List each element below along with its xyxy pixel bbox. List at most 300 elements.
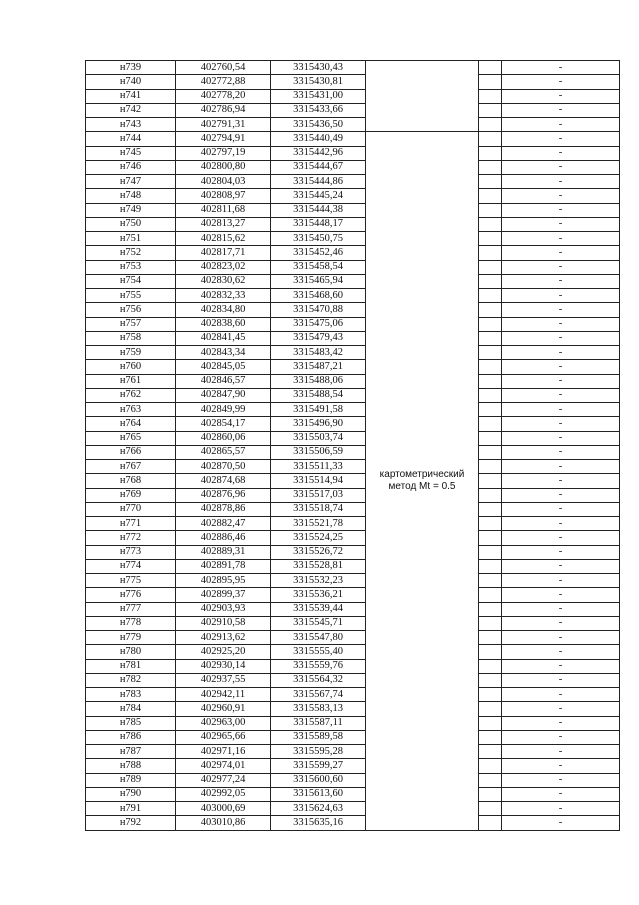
accuracy-cell — [479, 559, 502, 573]
accuracy-cell — [479, 417, 502, 431]
table-row — [86, 246, 620, 260]
accuracy-cell — [479, 802, 502, 816]
point-name-cell: н791 — [86, 802, 176, 816]
description-cell: - — [502, 289, 620, 303]
point-name-cell: н740 — [86, 75, 176, 89]
accuracy-cell — [479, 631, 502, 645]
x-coordinate-cell: 402910,58 — [176, 616, 271, 630]
x-coordinate-cell: 402860,06 — [176, 431, 271, 445]
point-name-cell: н758 — [86, 331, 176, 345]
y-coordinate-cell: 3315444,86 — [271, 175, 366, 189]
description-cell: - — [502, 260, 620, 274]
accuracy-cell — [479, 61, 502, 75]
accuracy-cell — [479, 688, 502, 702]
description-cell: - — [502, 417, 620, 431]
table-row — [86, 431, 620, 445]
accuracy-cell — [479, 502, 502, 516]
table-row — [86, 460, 620, 474]
description-cell: - — [502, 702, 620, 716]
y-coordinate-cell: 3315465,94 — [271, 274, 366, 288]
table-row — [86, 730, 620, 744]
y-coordinate-cell: 3315514,94 — [271, 474, 366, 488]
description-cell: - — [502, 132, 620, 146]
table-row — [86, 773, 620, 787]
y-coordinate-cell: 3315496,90 — [271, 417, 366, 431]
point-name-cell: н756 — [86, 303, 176, 317]
x-coordinate-cell: 402992,05 — [176, 787, 271, 801]
table-row — [86, 146, 620, 160]
y-coordinate-cell: 3315430,43 — [271, 61, 366, 75]
table-row — [86, 716, 620, 730]
description-cell: - — [502, 189, 620, 203]
accuracy-cell — [479, 118, 502, 132]
table-row — [86, 417, 620, 431]
x-coordinate-cell: 402899,37 — [176, 588, 271, 602]
table-row — [86, 631, 620, 645]
description-cell: - — [502, 431, 620, 445]
description-cell: - — [502, 517, 620, 531]
description-cell: - — [502, 673, 620, 687]
table-row — [86, 802, 620, 816]
description-cell: - — [502, 659, 620, 673]
x-coordinate-cell: 402794,91 — [176, 132, 271, 146]
table-row — [86, 61, 620, 75]
accuracy-cell — [479, 445, 502, 459]
table-row — [86, 75, 620, 89]
point-name-cell: н749 — [86, 203, 176, 217]
y-coordinate-cell: 3315613,60 — [271, 787, 366, 801]
point-name-cell: н778 — [86, 616, 176, 630]
point-name-cell: н743 — [86, 118, 176, 132]
accuracy-cell — [479, 716, 502, 730]
table-row — [86, 118, 620, 132]
table-row — [86, 502, 620, 516]
x-coordinate-cell: 402845,05 — [176, 360, 271, 374]
accuracy-cell — [479, 702, 502, 716]
y-coordinate-cell: 3315506,59 — [271, 445, 366, 459]
y-coordinate-cell: 3315547,80 — [271, 631, 366, 645]
table-row — [86, 445, 620, 459]
table-row — [86, 745, 620, 759]
accuracy-cell — [479, 545, 502, 559]
description-cell: - — [502, 445, 620, 459]
description-cell: - — [502, 588, 620, 602]
table-row — [86, 688, 620, 702]
point-name-cell: н792 — [86, 816, 176, 830]
x-coordinate-cell: 402937,55 — [176, 673, 271, 687]
x-coordinate-cell: 402830,62 — [176, 274, 271, 288]
accuracy-cell — [479, 146, 502, 160]
description-cell: - — [502, 645, 620, 659]
accuracy-cell — [479, 787, 502, 801]
y-coordinate-cell: 3315488,54 — [271, 388, 366, 402]
point-name-cell: н771 — [86, 517, 176, 531]
description-cell: - — [502, 773, 620, 787]
table-row — [86, 232, 620, 246]
point-name-cell: н781 — [86, 659, 176, 673]
description-cell: - — [502, 403, 620, 417]
point-name-cell: н783 — [86, 688, 176, 702]
y-coordinate-cell: 3315555,40 — [271, 645, 366, 659]
point-name-cell: н739 — [86, 61, 176, 75]
point-name-cell: н784 — [86, 702, 176, 716]
accuracy-cell — [479, 260, 502, 274]
accuracy-cell — [479, 303, 502, 317]
description-cell: - — [502, 559, 620, 573]
point-name-cell: н757 — [86, 317, 176, 331]
x-coordinate-cell: 402886,46 — [176, 531, 271, 545]
description-cell: - — [502, 745, 620, 759]
table-row — [86, 203, 620, 217]
point-name-cell: н750 — [86, 217, 176, 231]
description-cell: - — [502, 802, 620, 816]
point-name-cell: н746 — [86, 160, 176, 174]
y-coordinate-cell: 3315517,03 — [271, 488, 366, 502]
y-coordinate-cell: 3315511,33 — [271, 460, 366, 474]
description-cell: - — [502, 816, 620, 830]
accuracy-cell — [479, 203, 502, 217]
x-coordinate-cell: 402847,90 — [176, 388, 271, 402]
x-coordinate-cell: 402971,16 — [176, 745, 271, 759]
x-coordinate-cell: 402960,91 — [176, 702, 271, 716]
table-row — [86, 175, 620, 189]
y-coordinate-cell: 3315431,00 — [271, 89, 366, 103]
y-coordinate-cell: 3315518,74 — [271, 502, 366, 516]
description-cell: - — [502, 217, 620, 231]
table-row — [86, 787, 620, 801]
x-coordinate-cell: 402903,93 — [176, 602, 271, 616]
description-cell: - — [502, 61, 620, 75]
description-cell: - — [502, 759, 620, 773]
y-coordinate-cell: 3315624,63 — [271, 802, 366, 816]
point-name-cell: н788 — [86, 759, 176, 773]
y-coordinate-cell: 3315521,78 — [271, 517, 366, 531]
description-cell: - — [502, 246, 620, 260]
x-coordinate-cell: 402876,96 — [176, 488, 271, 502]
x-coordinate-cell: 402772,88 — [176, 75, 271, 89]
point-name-cell: н754 — [86, 274, 176, 288]
y-coordinate-cell: 3315475,06 — [271, 317, 366, 331]
point-name-cell: н752 — [86, 246, 176, 260]
description-cell: - — [502, 274, 620, 288]
description-cell: - — [502, 346, 620, 360]
point-name-cell: н770 — [86, 502, 176, 516]
x-coordinate-cell: 402841,45 — [176, 331, 271, 345]
x-coordinate-cell: 402870,50 — [176, 460, 271, 474]
x-coordinate-cell: 402974,01 — [176, 759, 271, 773]
y-coordinate-cell: 3315442,96 — [271, 146, 366, 160]
description-cell: - — [502, 502, 620, 516]
table-row — [86, 659, 620, 673]
y-coordinate-cell: 3315448,17 — [271, 217, 366, 231]
x-coordinate-cell: 402813,27 — [176, 217, 271, 231]
y-coordinate-cell: 3315564,32 — [271, 673, 366, 687]
description-cell: - — [502, 631, 620, 645]
x-coordinate-cell: 402815,62 — [176, 232, 271, 246]
table-row — [86, 602, 620, 616]
y-coordinate-cell: 3315436,50 — [271, 118, 366, 132]
coordinates-table — [85, 60, 620, 831]
point-name-cell: н776 — [86, 588, 176, 602]
x-coordinate-cell: 402808,97 — [176, 189, 271, 203]
accuracy-cell — [479, 816, 502, 830]
description-cell: - — [502, 103, 620, 117]
point-name-cell: н759 — [86, 346, 176, 360]
y-coordinate-cell: 3315545,71 — [271, 616, 366, 630]
x-coordinate-cell: 403010,86 — [176, 816, 271, 830]
accuracy-cell — [479, 431, 502, 445]
table-row — [86, 517, 620, 531]
point-name-cell: н773 — [86, 545, 176, 559]
table-row — [86, 702, 620, 716]
x-coordinate-cell: 402811,68 — [176, 203, 271, 217]
x-coordinate-cell: 402895,95 — [176, 574, 271, 588]
description-cell: - — [502, 175, 620, 189]
description-cell: - — [502, 488, 620, 502]
accuracy-cell — [479, 588, 502, 602]
point-name-cell: н786 — [86, 730, 176, 744]
point-name-cell: н748 — [86, 189, 176, 203]
x-coordinate-cell: 402838,60 — [176, 317, 271, 331]
x-coordinate-cell: 402913,62 — [176, 631, 271, 645]
x-coordinate-cell: 402800,80 — [176, 160, 271, 174]
x-coordinate-cell: 402797,19 — [176, 146, 271, 160]
accuracy-cell — [479, 574, 502, 588]
y-coordinate-cell: 3315528,81 — [271, 559, 366, 573]
accuracy-cell — [479, 89, 502, 103]
accuracy-cell — [479, 132, 502, 146]
description-cell: - — [502, 118, 620, 132]
point-name-cell: н766 — [86, 445, 176, 459]
point-name-cell: н753 — [86, 260, 176, 274]
y-coordinate-cell: 3315532,23 — [271, 574, 366, 588]
x-coordinate-cell: 402786,94 — [176, 103, 271, 117]
x-coordinate-cell: 402778,20 — [176, 89, 271, 103]
point-name-cell: н772 — [86, 531, 176, 545]
accuracy-cell — [479, 673, 502, 687]
table-row — [86, 160, 620, 174]
y-coordinate-cell: 3315488,06 — [271, 374, 366, 388]
point-name-cell: н782 — [86, 673, 176, 687]
point-name-cell: н763 — [86, 403, 176, 417]
point-name-cell: н742 — [86, 103, 176, 117]
description-cell: - — [502, 331, 620, 345]
accuracy-cell — [479, 474, 502, 488]
y-coordinate-cell: 3315600,60 — [271, 773, 366, 787]
accuracy-cell — [479, 160, 502, 174]
method-cell — [366, 61, 479, 132]
x-coordinate-cell: 402891,78 — [176, 559, 271, 573]
table-row — [86, 816, 620, 830]
accuracy-cell — [479, 616, 502, 630]
y-coordinate-cell: 3315503,74 — [271, 431, 366, 445]
table-row — [86, 545, 620, 559]
point-name-cell: н779 — [86, 631, 176, 645]
accuracy-cell — [479, 759, 502, 773]
accuracy-cell — [479, 317, 502, 331]
description-cell: - — [502, 89, 620, 103]
point-name-cell: н762 — [86, 388, 176, 402]
description-cell: - — [502, 388, 620, 402]
y-coordinate-cell: 3315452,46 — [271, 246, 366, 260]
point-name-cell: н747 — [86, 175, 176, 189]
description-cell: - — [502, 146, 620, 160]
x-coordinate-cell: 402865,57 — [176, 445, 271, 459]
accuracy-cell — [479, 460, 502, 474]
table-row — [86, 303, 620, 317]
x-coordinate-cell: 402930,14 — [176, 659, 271, 673]
point-name-cell: н761 — [86, 374, 176, 388]
point-name-cell: н745 — [86, 146, 176, 160]
description-cell: - — [502, 730, 620, 744]
accuracy-cell — [479, 403, 502, 417]
description-cell: - — [502, 616, 620, 630]
description-cell: - — [502, 474, 620, 488]
y-coordinate-cell: 3315444,67 — [271, 160, 366, 174]
x-coordinate-cell: 402925,20 — [176, 645, 271, 659]
point-name-cell: н767 — [86, 460, 176, 474]
x-coordinate-cell: 402760,54 — [176, 61, 271, 75]
x-coordinate-cell: 402817,71 — [176, 246, 271, 260]
accuracy-cell — [479, 773, 502, 787]
x-coordinate-cell: 402843,34 — [176, 346, 271, 360]
accuracy-cell — [479, 189, 502, 203]
accuracy-cell — [479, 659, 502, 673]
method-cell — [366, 132, 479, 830]
y-coordinate-cell: 3315635,16 — [271, 816, 366, 830]
y-coordinate-cell: 3315589,58 — [271, 730, 366, 744]
y-coordinate-cell: 3315526,72 — [271, 545, 366, 559]
point-name-cell: н789 — [86, 773, 176, 787]
point-name-cell: н790 — [86, 787, 176, 801]
table-row — [86, 403, 620, 417]
y-coordinate-cell: 3315483,42 — [271, 346, 366, 360]
table-row — [86, 274, 620, 288]
table-row — [86, 374, 620, 388]
x-coordinate-cell: 402846,57 — [176, 374, 271, 388]
table-row — [86, 388, 620, 402]
point-name-cell: н774 — [86, 559, 176, 573]
description-cell: - — [502, 317, 620, 331]
accuracy-cell — [479, 488, 502, 502]
y-coordinate-cell: 3315567,74 — [271, 688, 366, 702]
table-row — [86, 103, 620, 117]
table-row — [86, 89, 620, 103]
x-coordinate-cell: 402849,99 — [176, 403, 271, 417]
accuracy-cell — [479, 517, 502, 531]
accuracy-cell — [479, 374, 502, 388]
point-name-cell: н744 — [86, 132, 176, 146]
description-cell: - — [502, 203, 620, 217]
x-coordinate-cell: 402942,11 — [176, 688, 271, 702]
y-coordinate-cell: 3315587,11 — [271, 716, 366, 730]
y-coordinate-cell: 3315450,75 — [271, 232, 366, 246]
y-coordinate-cell: 3315440,49 — [271, 132, 366, 146]
point-name-cell: н765 — [86, 431, 176, 445]
accuracy-cell — [479, 175, 502, 189]
y-coordinate-cell: 3315433,66 — [271, 103, 366, 117]
y-coordinate-cell: 3315595,28 — [271, 745, 366, 759]
table-row — [86, 574, 620, 588]
description-cell: - — [502, 160, 620, 174]
accuracy-cell — [479, 246, 502, 260]
table-row — [86, 346, 620, 360]
y-coordinate-cell: 3315539,44 — [271, 602, 366, 616]
point-name-cell: н755 — [86, 289, 176, 303]
table-row — [86, 645, 620, 659]
accuracy-cell — [479, 531, 502, 545]
x-coordinate-cell: 402804,03 — [176, 175, 271, 189]
method-label: картометрический — [379, 468, 465, 480]
x-coordinate-cell: 402889,31 — [176, 545, 271, 559]
point-name-cell: н760 — [86, 360, 176, 374]
x-coordinate-cell: 402832,33 — [176, 289, 271, 303]
y-coordinate-cell: 3315470,88 — [271, 303, 366, 317]
table-row — [86, 289, 620, 303]
accuracy-cell — [479, 360, 502, 374]
table-row — [86, 531, 620, 545]
point-name-cell: н785 — [86, 716, 176, 730]
accuracy-cell — [479, 103, 502, 117]
point-name-cell: н780 — [86, 645, 176, 659]
accuracy-cell — [479, 217, 502, 231]
table-row — [86, 488, 620, 502]
point-name-cell: н777 — [86, 602, 176, 616]
y-coordinate-cell: 3315468,60 — [271, 289, 366, 303]
description-cell: - — [502, 602, 620, 616]
description-cell: - — [502, 460, 620, 474]
table-row — [86, 673, 620, 687]
accuracy-cell — [479, 388, 502, 402]
table-row — [86, 217, 620, 231]
x-coordinate-cell: 402854,17 — [176, 417, 271, 431]
x-coordinate-cell: 402965,66 — [176, 730, 271, 744]
accuracy-cell — [479, 346, 502, 360]
x-coordinate-cell: 402791,31 — [176, 118, 271, 132]
point-name-cell: н764 — [86, 417, 176, 431]
description-cell: - — [502, 374, 620, 388]
x-coordinate-cell: 402977,24 — [176, 773, 271, 787]
accuracy-cell — [479, 331, 502, 345]
table-row — [86, 616, 620, 630]
table-row — [86, 189, 620, 203]
point-name-cell: н787 — [86, 745, 176, 759]
table-row — [86, 260, 620, 274]
x-coordinate-cell: 402878,86 — [176, 502, 271, 516]
method-accuracy-label: метод Mt = 0.5 — [388, 480, 456, 492]
table-row — [86, 317, 620, 331]
accuracy-cell — [479, 289, 502, 303]
x-coordinate-cell: 402882,47 — [176, 517, 271, 531]
y-coordinate-cell: 3315445,24 — [271, 189, 366, 203]
description-cell: - — [502, 360, 620, 374]
coordinates-table-body — [86, 61, 620, 831]
accuracy-cell — [479, 645, 502, 659]
table-row — [86, 331, 620, 345]
description-cell: - — [502, 716, 620, 730]
point-name-cell: н741 — [86, 89, 176, 103]
description-cell: - — [502, 688, 620, 702]
table-row — [86, 759, 620, 773]
accuracy-cell — [479, 274, 502, 288]
point-name-cell: н751 — [86, 232, 176, 246]
table-row — [86, 588, 620, 602]
x-coordinate-cell: 402874,68 — [176, 474, 271, 488]
accuracy-cell — [479, 745, 502, 759]
accuracy-cell — [479, 730, 502, 744]
description-cell: - — [502, 574, 620, 588]
description-cell: - — [502, 75, 620, 89]
